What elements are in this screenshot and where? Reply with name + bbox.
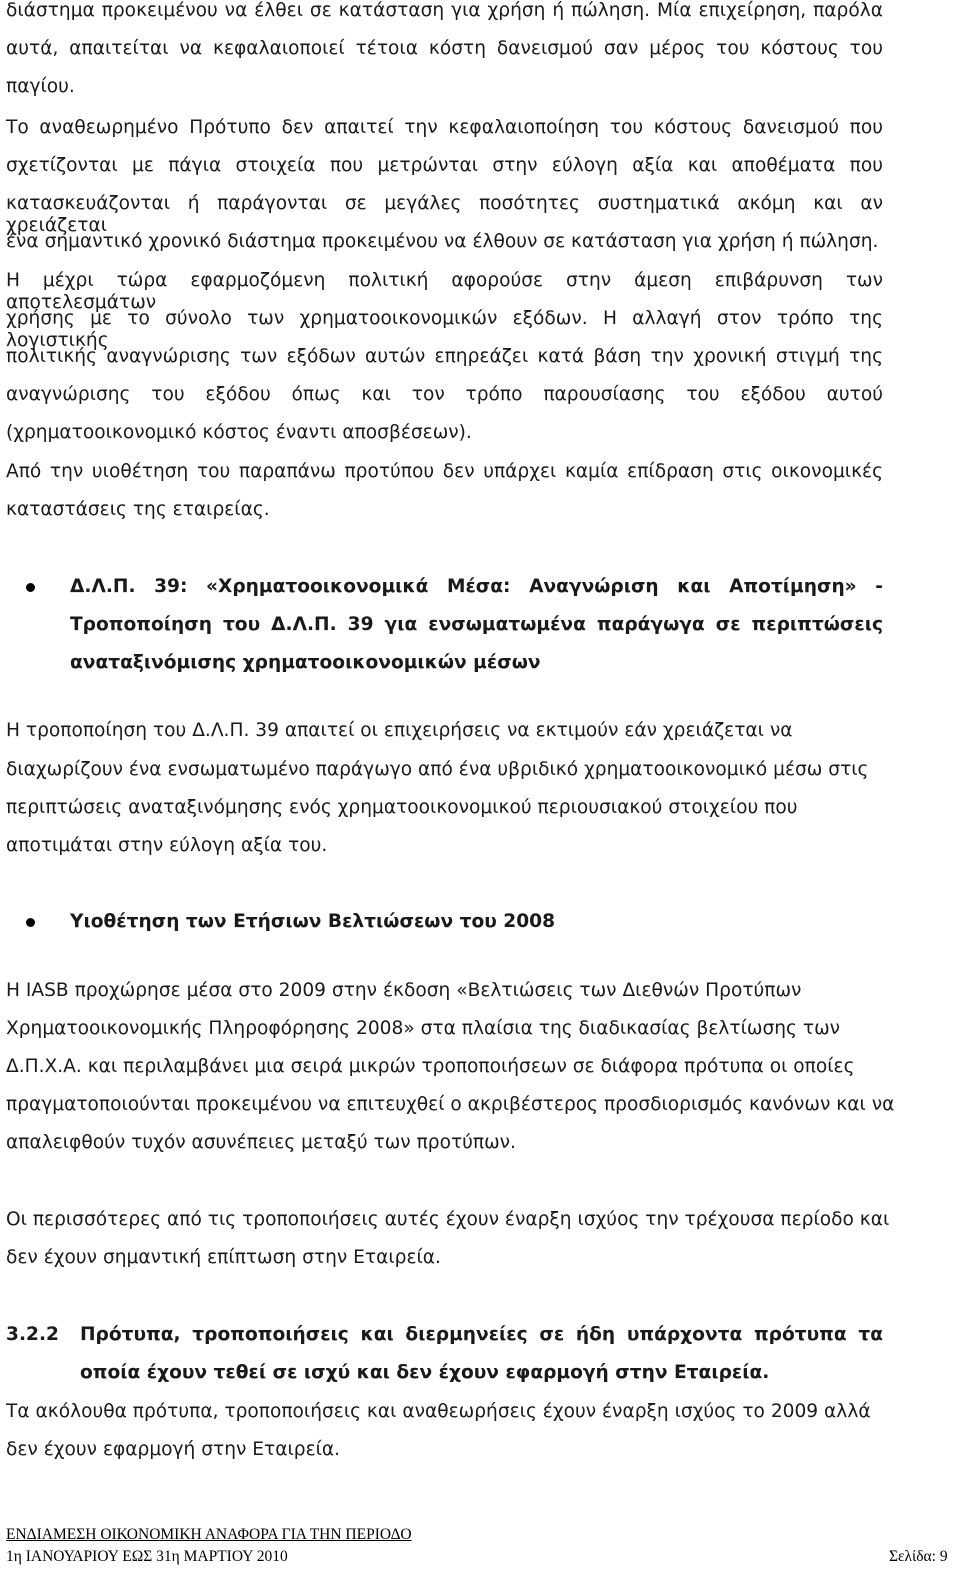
footer-period: 1η ΙΑΝΟΥΑΡΙΟΥ ΕΩΣ 31η ΜΑΡΤΙΟΥ 2010 bbox=[6, 1548, 288, 1565]
bullet1-heading-line: Τροποποίηση του Δ.Λ.Π. 39 για ενσωματωμένα παράγωγα σε περιπτώσεις bbox=[70, 614, 883, 635]
para3-line: πολιτικής αναγνώρισης των εξόδων αυτών επηρεάζει κατά βάση την χρονική στιγμή της bbox=[6, 346, 883, 367]
para7-line: Οι περισσότερες από τις τροποποιήσεις αυτές έχουν έναρξη ισχύος την τρέχουσα περίοδο και bbox=[6, 1209, 890, 1230]
para2-line: κατασκευάζονται ή παράγονται σε μεγάλες ποσότητες συστηματικά ακόμη και αν χρειάζεται bbox=[6, 193, 883, 236]
section-number: 3.2.2 bbox=[6, 1324, 59, 1345]
section-heading-line: Πρότυπα, τροποποιήσεις και διερμηνείες σε ήδη υπάρχοντα πρότυπα τα bbox=[80, 1324, 883, 1345]
para4-line: καταστάσεις της εταιρείας. bbox=[6, 499, 270, 520]
para5-line: περιπτώσεις αναταξινόμησης ενός χρηματοοικονομικού περιουσιακού στοιχείου που bbox=[6, 797, 798, 818]
bullet2-heading: Υιοθέτηση των Ετήσιων Βελτιώσεων του 2008 bbox=[70, 911, 556, 932]
para2-line: σχετίζονται με πάγια στοιχεία που μετρώνται στην εύλογη αξία και αποθέματα που bbox=[6, 155, 883, 176]
footer-page-number: Σελίδα: 9 bbox=[889, 1548, 948, 1565]
para2-line: Το αναθεωρημένο Πρότυπο δεν απαιτεί την κεφαλαιοποίηση του κόστους δανεισμού που bbox=[6, 117, 883, 138]
footer-report-title: ΕΝΔΙΑΜΕΣΗ ΟΙΚΟΝΟΜΙΚΗ ΑΝΑΦΟΡΑ ΓΙΑ ΤΗΝ ΠΕΡΙΟΔΟ bbox=[6, 1526, 412, 1543]
para5-line: Η τροποποίηση του Δ.Λ.Π. 39 απαιτεί οι επιχειρήσεις να εκτιμούν εάν χρειάζεται να bbox=[6, 720, 793, 741]
section-heading-line: οποία έχουν τεθεί σε ισχύ και δεν έχουν εφαρμογή στην Εταιρεία. bbox=[80, 1362, 770, 1383]
para6-line: απαλειφθούν τυχόν ασυνέπειες μεταξύ των προτύπων. bbox=[6, 1132, 516, 1153]
para1-line: αυτά, απαιτείται να κεφαλαιοποιεί τέτοια κόστη δανεισμού σαν μέρος του κόστους του bbox=[6, 38, 883, 59]
para7-line: δεν έχουν σημαντική επίπτωση στην Εταιρεία. bbox=[6, 1247, 441, 1268]
para2-line: ένα σημαντικό χρονικό διάστημα προκειμένου να έλθουν σε κατάσταση για χρήση ή πώληση. bbox=[6, 231, 879, 252]
para3-line: Η μέχρι τώρα εφαρμοζόμενη πολιτική αφορούσε στην άμεση επιβάρυνση των αποτελεσμάτων bbox=[6, 270, 883, 313]
para3-line: (χρηματοοικονομικό κόστος έναντι αποσβέσεων). bbox=[6, 422, 472, 443]
para3-line: αναγνώρισης του εξόδου όπως και τον τρόπο παρουσίασης του εξόδου αυτού bbox=[6, 384, 883, 405]
para8-line: Τα ακόλουθα πρότυπα, τροποποιήσεις και αναθεωρήσεις έχουν έναρξη ισχύος το 2009 αλλά bbox=[6, 1401, 871, 1422]
para8-line: δεν έχουν εφαρμογή στην Εταιρεία. bbox=[6, 1439, 341, 1460]
para6-line: Δ.Π.Χ.Α. και περιλαμβάνει μια σειρά μικρών τροποποιήσεων σε διάφορα πρότυπα οι οποίες bbox=[6, 1056, 855, 1077]
para4-line: Από την υιοθέτηση του παραπάνω προτύπου δεν υπάρχει καμία επίδραση στις οικονομικές bbox=[6, 461, 883, 482]
para1-line: διάστημα προκειμένου να έλθει σε κατάσταση για χρήση ή πώληση. Μία επιχείρηση, παρόλα bbox=[6, 0, 883, 21]
para3-line: χρήσης με το σύνολο των χρηματοοικονομικών εξόδων. Η αλλαγή στον τρόπο της λογιστικής bbox=[6, 308, 883, 351]
bullet1-heading-line: Δ.Λ.Π. 39: «Χρηματοοικονομικά Μέσα: Αναγνώριση και Αποτίμηση» - bbox=[70, 576, 883, 597]
bullet1-heading-line: αναταξινόμισης χρηματοοικονομικών μέσων bbox=[70, 652, 541, 673]
para5-line: αποτιμάται στην εύλογη αξία του. bbox=[6, 835, 328, 856]
para5-line: διαχωρίζουν ένα ενσωματωμένο παράγωγο από ένα υβριδικό χρηματοοικονομικό μέσω στις bbox=[6, 759, 869, 780]
bullet-dot bbox=[26, 583, 35, 592]
para1-line: παγίου. bbox=[6, 76, 75, 97]
para6-line: Η IASB προχώρησε μέσα στο 2009 στην έκδοση «Βελτιώσεις των Διεθνών Προτύπων bbox=[6, 980, 802, 1001]
para6-line: πραγματοποιούνται προκειμένου να επιτευχθεί ο ακριβέστερος προσδιορισμός κανόνων και να bbox=[6, 1094, 895, 1115]
bullet-dot bbox=[26, 918, 35, 927]
para6-line: Χρηματοοικονομικής Πληροφόρησης 2008» στα πλαίσια της διαδικασίας βελτίωσης των bbox=[6, 1018, 841, 1039]
